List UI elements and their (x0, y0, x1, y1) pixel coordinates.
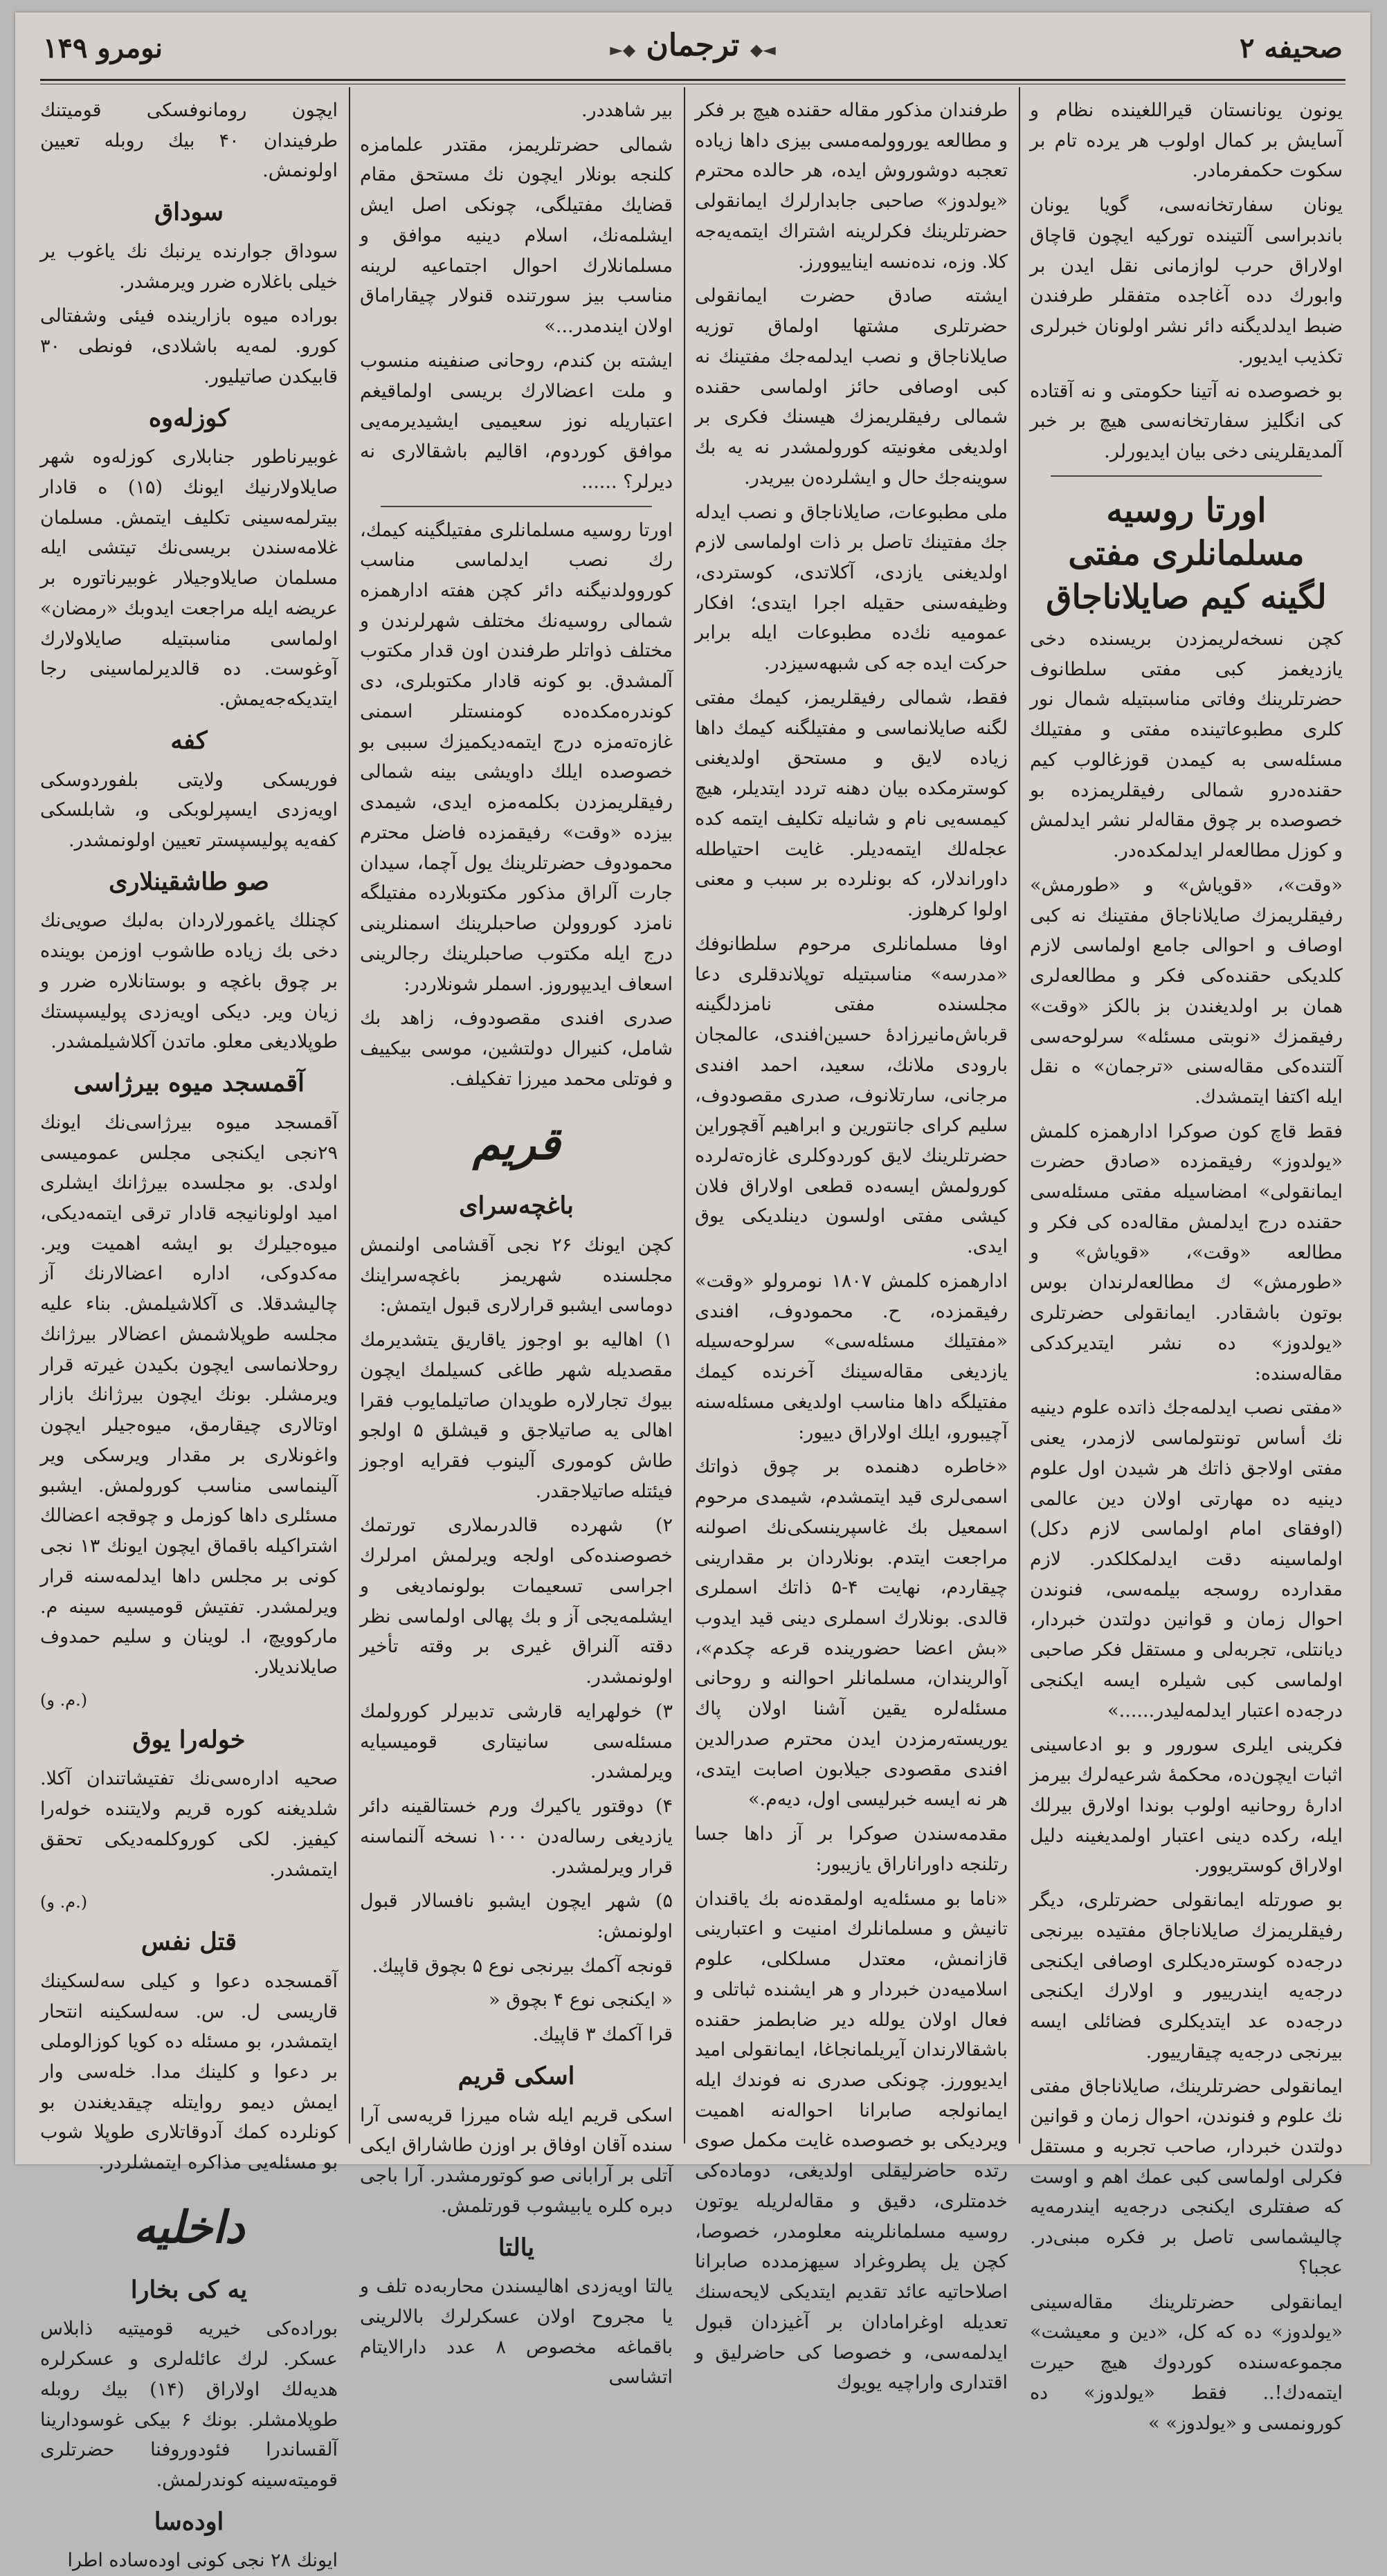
subheading: خوله‌را يوق (132, 1725, 246, 1754)
paragraph: ايشته بن كندم، روحانى صنفينه منسوب و ملت اعضالارك بريسى اولماقيغم اعتباريله نوز سعيميى ايشيديرمه‌يى موافق كوردوم، اقاليم باشقالارى نه ديرلر؟ ...... (360, 349, 673, 493)
section-divider (381, 506, 652, 507)
paragraph: اوفا مسلمانلرى مرحوم سلطانوفك «مدرسه» مناسبتيله توپلاندقلرى دعا مجلسنده مفتى نامزدلگينه قرباش‌مانيرزادهٔ حسين‌افندى، عالمجان بارودى ملانك، سعيد، احمد افندى مرجانى، سارتلانوف، صدرى مقصودوف، سليم كراى جانتورين و ابراهيم آقچوراين حضرتلرينك لايق كوردوكلرى غازه‌ته‌لرده كورولمش ايسه‌ده قطعى اولاراق فلان كيشى مفتى اولسون دينلديكى يوق ايدى. (695, 933, 1008, 1258)
column-divider (349, 87, 350, 2144)
paragraph: ايمانقولى حضرتلرينك مقاله‌سينى «يولدوز» ده كه كل، «دين و معيشت» مجموعه‌سنده كوردوك هيچ حيرت ايتمه‌دك!.. فقط «يولدوز» ده كورونمسى و «يولدوز» » (1030, 2291, 1343, 2434)
subheading: باغچه‌سراى (459, 1191, 574, 1221)
paragraph: كچن ايونك ۲۶ نجى آقشامى اولنمش مجلسنده شهريمز باغچه‌سراينك دوماسى ايشبو قرارلارى قبول ايتمش: (360, 1234, 673, 1317)
quotation: «خاطره دهنمده بر چوق ذواتك اسمى‌لرى قيد ايتمشدم، شيمدى مرحوم اسمعيل بك غاسپرينسكى‌نك اصولنه مراجعت ايتدم. بونلاردان بر مقدارينى چيقاردم، نهايت ۴-۵ ذاتك اسملرى قالدى. بونلارك اسملرى دينى قيد ايدوب «بش اعضا حضورينده قرعه چكدم»، آوالريندان، مسلمانلر احوالنه و روحانى مسئله‌لره يقين آشنا اولان پاك يوريسته‌رمزدن ايدن محترم صدرالدين افندى مقصودى جيلابون اصابت ايتدى، هر نه ايسه خبرليسى اول، ديه‌م.» (695, 1456, 1008, 1811)
page-header (43, 25, 1343, 75)
paragraph: شمالى حضرتلريمز، مقتدر علمامزه كلنجه بونلار ايچون نك مستحق مقام قضايك مفتيلگى، چونكى اصل ايش ايشلمه‌نك، اسلام دينيه موافق و مسلمانلارك احوال اجتماعيه لرينه مناسب بيز سورتنده قنولار چيقاراماق اولان ايندمدر...» (360, 134, 673, 338)
section-masthead: قريم (472, 1117, 561, 1170)
column-3 (360, 95, 673, 2388)
paragraph: ايشته صادق حضرت ايمانقولى حضرتلرى مشتها اولماق توزيه صايلاناجاق و نصب ايدلمه‌جك مفتينك نه كبى اوصافى حائز اولماسى حقنده شمالى رفيقلريمزك هيسنك فكرى بر اولديغى مغونيته كورولمشدر نه يه بك سوينه‌جك حال و ايشلرده‌ن بيريدر. (695, 285, 1008, 488)
newspaper-page (15, 12, 1370, 2572)
paragraph: فقط قاچ كون صوكرا ادارهمزه كلمش «يولدوز» رفيقمزده «صادق حضرت ايمانقولى» امضاسيله مفتى مسئله‌سى حقنده درج ايدلمش مقاله‌ده كى فكر و مطالعه «وقت»، «قوياش» و «طورمش» ك مطالعه‌لرندان بوس بوتون باشقادر. ايمانقولى حضرتلرى «يولدوز» ده نشر ايتديركدكى مقاله‌سنده: (1030, 1120, 1343, 1385)
right-ornament-icon: ◆► (610, 39, 636, 60)
paragraph: ۳) خولهرايه قارشى تدبيرلر كورولمك مسئله‌سى سانيتارى قوميسيايه ويرلمشدر. (360, 1700, 673, 1783)
section-divider (1051, 475, 1322, 477)
column-1 (1030, 95, 1343, 2434)
subheading: كفه (170, 726, 208, 755)
subheading: صو طاشقينلارى (109, 867, 269, 896)
paragraph: ايونك ۲۸ نجى كونى اوده‌ساده اطرا (67, 2550, 338, 2572)
paragraph: مقدمه‌سندن صوكرا بر آز داها جسا رتلنجه داوراناراق يازيبور: (695, 1823, 1008, 1875)
header-rule (40, 79, 1345, 81)
paragraph: يونون يونانستان قيراللغينده نظام و آسايش بر كمال اولوب هر يرده تام بر سكوت حكمفرمادر. (1030, 100, 1343, 182)
paragraph: صدرى افندى مقصودوف، زاهد بك شامل، كنيرال دولتشين، موسى بيكييف و فوتلى محمد ميرزا تفكيلف. (360, 1007, 673, 1090)
section-masthead: داخليه (133, 2201, 245, 2254)
subheading: سوداق (154, 198, 224, 227)
paragraph: ۴) دوقتور ياكيرك ورم خستالقينه دائر يازديغى رساله‌دن ۱۰۰۰ نسخه آلنماسنه قرار ويرلمشدر. (360, 1796, 673, 1878)
paragraph: سوداق جوارنده يرنبك نك ياغوب ير خيلى باغلاره ضرر ويرمشدر. (40, 240, 338, 293)
paragraph: آقمسجد ميوه بيرژاسى‌نك ايونك ۲۹نجى ايكنجى مجلس عموميسى اولدى. بو مجلسده بيرژانك ايشلرى اميد اولونانيجه قادار ترقى ايتمه‌ديكى، ميوه‌جيلرك بو ايشه اهميت وير. مه‌كدوكى، اداره اعضالارنك آز چاليشدقلا. ى آكلاشيلمش. بناء عليه مجلسه طوپلاشمش اعضالار بيرژانك روحلانماسى ايچون بكيدن غيرته قرار ويرمشلر. بونك ايچون بيرژانك بازار اوتالارى چيقارمق، ميوه‌جيلر ايچون واغونلارى بر مقدار ويرسكى وير آلينماسى مناسب كورولمش. ايشبو مسئلرى داها كوزمل و چوقجه اعضالك اشتراكيله باقماق ايچون ايونك ۱۳ نجى كونى بر مجلس داها ايدلمه‌سنه قرار ويرلمشدر. تفتيش قوميسيه سينه م. ماركوويچ، ا. لوينان و سليم حمدوف صايلانديلار. (40, 1111, 338, 1679)
paragraph: بوراده‌كى خيريه قوميتيه ذابلاس عسكر. لرك عائله‌لرى و عسكرلره هديه‌لك اولاراق (۱۴) بيك روبله طوپلامشلر. بونك ۶ بيكى غوسودارينا آلقساندرا فئودوروفنا حضرتلرى قوميته‌سينه كوندرلمش. (40, 2318, 338, 2491)
column-2 (695, 95, 1008, 2394)
signature: (م. و.) (40, 1892, 88, 1912)
price-line: قونجه آكمك بيرنجى نوع ۵ بچوق قاپيك. (372, 1955, 673, 1977)
quotation: «ناما بو مسئله‌يه اولمقده‌نه بك ياقندان تانيش و مسلمانلرك امنيت و اعتبارينى قازانمش، معتدل مسلكلى، علوم اسلاميه‌دن خبردار و هر ايشنده ثباتلى و فعال اولان يولله دير ضابطمز حقنده باشقالارندان آيريلمانجاغا، ايمانقولى اميد ايديوورز. چونكى صدرى نه فوندك ايله ايمانولجه صابرانا احواله‌نه اهميت ويرديكى بو خصوصده غايت مكمل صوى رتده حاضرليقلى اولديغى، دوماده‌كى خدمتلرى، دقيق و مقاله‌لريله يوتون روسيه مسلمانلرينه معلومدر، خصوصا، كچن يل پطروغراد سيهزمدده صابرانا اصلاحاتيه عائد تقديم ايتديكى لايحه‌سنك تعديله اوغرامادان بر آغيزدان قبول ايدلمه‌سى، و خصوصا كى حاضرليق و اقتدارى واراچيه يويوك (695, 1888, 1008, 2394)
left-ornament-icon: ◄◆ (750, 39, 776, 60)
price-line: قرا آكمك ۳ قاپيك. (532, 2024, 673, 2046)
paragraph: «وقت»، «قوياش» و «طورمش» رفيقلريمزك صايلاناجاق مفتينك نه كبى اوصاف و احوالى جامع اولماسى لازم كلديكى حقنده‌كى فكر و مطالعه‌لرى همان بر اولديغندن بز بالكز «وقت» رفيقمزك «نوبتى مسئله» سرلوحه‌سى آلتنده‌كى مقاله‌سنى «ترجمان» ه نقل ايله اكتفا ايتمشدك. (1030, 874, 1343, 1108)
paragraph: فوريسكى ولايتى بلفوردوسكى اويه‌زدى ايسپرلوبكى و، شابلسكى كفه‌يه پوليسپستر تعيين اولونمشدر. (40, 769, 338, 852)
paragraph: فقط، شمالى رفيقلريمز، كيمك مفتى لگنه صايلانماسى و مفتيلگنه كيمك داها زياده لايق و مستحق اولديغنى كوسترمكده بيان دهنه تردد ايتديلر، هيچ كيمسه‌يى نام و شانيله تكليف ايتمه كده عجله‌لك ايتمه‌ديلر. غايت احتياطله داوراندلار، كه بونلرده بر سبب و معنى اولوا كرهلوز. (695, 686, 1008, 921)
paragraph: اسكى قريم ايله شاه ميرزا قريه‌سى آرا سنده آقان اوفاق بر اوزن طاشاراق ايكى آتلى بر آرابانى صو كوتورمشدر. آرا باجى دبره كلره يابيشوب قورتلمش. (360, 2104, 673, 2217)
signature: (م. و.) (40, 1690, 88, 1710)
paragraph: ۲) شهرده قالدرىملارى تورتمك خصوصنده‌كى اولجه ويرلمش امرلرك اجراسى تسعيمات بولونماديغى و ايشلمه‌يجى آز و بك پهالى اولماسى نظر دقته آلنراق غيرى بر وقته تأخير اولونمشدر. (360, 1515, 673, 1688)
subheading: اوده‌سا (154, 2507, 224, 2536)
paragraph: ايمانقولى حضرتلرينك، صايلاناجاق مفتى نك علوم و فنوندن، احوال زمان و قوانين دولتدن خبردار، صاحب تجربه و مستقل فكرلى اولماسى كبى عمك اهم و اوست كه صفتلرى ايكنجى درجه‌يه ايندرمه‌يه چاليشماسى تاصل بر فكره مبنى‌در. عجبا؟ (1030, 2075, 1343, 2278)
price-line: « ايكنجى نوع ۴ بچوق « (489, 1989, 673, 2011)
paragraph: آقمسجده دعوا و كيلى سەلسكينك قاريسى ل. س. سەلسكينه انتحار ايتمشدر، بو مسئله ده كويا كوزالوملى بر دعوا و كلينك مدا. خله‌سى وار ايمش ديمو روايتله چيقديغندن بو كونلرده كمك آدوقاتلارى طوپلا شوب بو مسئله‌يى مذاكره ايتمشلردر. (40, 1970, 338, 2174)
paragraph: ملى مطبوعات، صايلاناجاق و نصب ايدله جك مفتينك تاصل بر ذات اولماسى لازم اولديغنى يازدى، آكلاتدى، كوستردى، وظيفه‌سنى حقيله اجرا ايتدى؛ افكار عموميه نك‌ده مطبوعات ايله برابر حركت ايده جه كى شبهه‌سيزدر. (695, 501, 1008, 675)
subheading: قتل نفس (140, 1928, 237, 1957)
paragraph: يونان سفارتخانه‌سى، گويا يونان باندبراسى آلتينده توركيه ايچون قاچاق اولاراق حرب لوازمانى نقل ايدن بر وابورك دده آغاجده متفقلر طرفندن ضبط ايدلديگنه دائر نشر اولونان خبرلرى تكذيب ايديور. (1030, 194, 1343, 367)
paragraph: ادارهمزه كلمش ۱۸۰۷ نومرولو «وقت» رفيقمزده، ح. محمودوف، افندى «مفتيلك مسئله‌سى» سرلوحه‌سيله يازديغى مقاله‌سينك آخرنده كيمك مفتيلگه داها مناسب اولديغى مسئله‌سنه آچيبورو، ايلك اولاراق دييور: (695, 1270, 1008, 1443)
paragraph: صحيه اداره‌سى‌نك تفتيشاتندان آكلا. شلديغنه كوره قريم ولايتنده خوله‌را كيفيز. لكى كوروكلمه‌ديكى تحقق ايتمشدر. (40, 1768, 338, 1881)
column-divider (684, 87, 685, 2144)
paragraph: اورتا روسيه مسلمانلرى مفتيلگينه كيمك، رك نصب ايدلماسى مناسب كوروولدنيگنه دائر كچن هفته ادارهمزه شمالى روسيه‌نك مختلف شهرلرندن و مختلف ذواتلر طرفندن اون قدار مكتوب آلمشدق. بو كونه قادار مكتوبلرى، دى كوندره‌مكده‌ده كومنستلر اسمنى غازه‌ته‌مزه درج ايتمه‌ديكميزك سببى بو خصوصده ايلك داويشى بينه شمالى رفيقلريمزدن بكلمه‌مزه ايدى، شيمدى بيزده «وقت» رفيقمزده فاضل محترم محمودوف حضرتلرينك يول آچما، سيدان جارت آلراق مذكور مكتوبلارده مفتيلگه نامزد كوروولن صاحبلرينك اسمنلرينى درج ايله مكتوب صاحبلرينك رجالرينى اسعاف ايديپوروز. اسملر شونلاردر: (360, 519, 673, 995)
paragraph: بوراده ميوه بازارينده فيئى وشفتالى كورو. لمه‌يه باشلادى، فونطى ۳۰ قابيكدن صاتيليور. (40, 305, 338, 387)
subheading: يالتا (498, 2233, 535, 2262)
paragraph: كچن نسخه‌لريمزدن بريسنده دخى يازديغمز كبى مفتى سلطانوف حضرتلرينك وفاتى مناسبتيله شمال نور كلرى مطبوعاتينده مفتى و مفتيلك مسئله‌سى به كيمدن قوزغالوب كيم حقنده‌درو شمالى رفيقلريمزده بو خصوصده بر چوق مقاله‌لر نشر ايدلمش و كوزل مطالعه‌لر ايدلمكده‌در. (1030, 628, 1343, 862)
paragraph: كچنلك ياغمورلاردان بەلبك صويى‌نك دخى بك زياده طاشوب اوزمن بوينده بر چوق باغچه و بوستانلاره ضرر و زيان وير. ديكى اويه‌زدى پوليسپستك طوپلاديغى معلو. ماتدن آكلاشيلمشدر. (40, 910, 338, 1053)
paragraph: طرفندان مذكور مقاله حقنده هيچ بر فكر و مطالعه يوروولمه‌مسى بيزى داها زياده تعجبه دوشوروش ايده، هر حالده محترم «يولدوز» صاحبى جابدارلرك ايمانقولى حضرتلرينك فكرلرينه اشتراك ايتمه‌يه‌جه كلا. وزه، نده‌نسه ايناييوورز. (695, 100, 1008, 273)
subheading: آقمسجد ميوه بيرژاسى (73, 1069, 305, 1098)
paragraph: غوبيرناطور جنابلارى كوزله‌وه شهر صايلاولارنيك ايونك (۱۵) ه قادار بيترلمه‌سينى تكليف ايتمش. مسلمان غلامه‌سندن بريسى‌نك تيتشى ايله مسلمان صايلاوجيلار غوبيرناتوره بر عريضه ايله مراجعت ايدوبك «رمضان» اولماسى مناسبتيله صايلاولارك آوغوست. ده قالديرلماسينى رجا ايتديكه‌جه‌يمش. (40, 446, 338, 711)
paragraph: بو صورتله ايمانقولى حضرتلرى، ديگر رفيقلريمزك صايلاناجاق مفتيده بيرنجى درجه‌ده كوستره‌ديكلرى اوصافى ايكنجى درجه‌يه ايندرييور و اولارك ايكنجى درجه‌ده عد ايتديكلرى فضائلى ايسه بيرنجى درجه‌يه چيقارييور. (1030, 1890, 1343, 2063)
subheading: يه كى بخارا (130, 2275, 248, 2304)
issue-number: نومرو ۱۴۹ (43, 32, 163, 64)
paragraph: ۱) اهاليه بو اوجوز ياقاريق يتشديرمك مقصديله شهر طاغى كسيلمك ايچون بيوك تجارلاره طويدان صاتيلمايوب فقرا اهالى يه صاتيلاجق و قيشلق ۵ اولجو طاش كومورى آلينوب فقرايه اوجوز فيئتله صاتيلاجقدر. (360, 1329, 673, 1502)
newspaper-title (43, 28, 1343, 63)
column-4 (40, 95, 338, 2572)
column-divider (1019, 87, 1020, 2144)
paragraph: ۵) شهر ايچون ايشبو نافسالار قبول اولونمش: (360, 1890, 673, 1943)
paragraph: بير شاهددر. (581, 100, 673, 121)
article-headline: اورتا روسيه مسلمانلرى مفتى لگينه كيم صايلاناجاق (1046, 491, 1327, 616)
paragraph: فكرينى ايلرى سورور و بو ادعاسينى اثبات ايچون‌ده، محكمهٔ شرعيه‌لرك بيرمز ادارهٔ روحانيه اولوب بوندا اولارق بيرلك ايله، ركده دينى اعتبار اولمديغينه دليل اولاراق كوستريوور. (1030, 1734, 1343, 1877)
title-text: ترجمان (646, 28, 740, 63)
quotation: «مفتى نصب ايدلمه‌جك ذاتده علوم دينيه نك أساس تونتولماسى لازمدر، يعنى مفتى اولاجق ذاتك هر شيدن اول علوم دينيه ده مهارتى اولان دين عالمى (اوفقاى امام اولماسى لازم دكل) اولماسينه دقت ايدلمكلكدر. لازم مقدارده روسجه بيلمه‌سى، فنوندن احوال زمان و قوانين دولتدن خبردار، ديانتلى، تجربه‌لى و مستقل فكر صاحبى اولماسى كبى شيلره ايسه ايكنجى درجه‌ده اعتبار ايدلمه‌ليدر......» (1030, 1397, 1343, 1721)
paragraph: ايچون رومانوفسكى قوميتنك طرفيندان ۴۰ بيك روبله تعيين اولونمش. (40, 100, 338, 182)
subheading: اسكى قريم (457, 2061, 575, 2090)
page-number: صحیفه ۲ (1240, 32, 1343, 64)
paragraph: يالتا اويه‌زدى اهاليسندن محاربه‌ده تلف و يا مجروح اولان عسكرلرك بالالرينى باقماغه مخصوص ۸ عدد دارالايتام اتشاسى (360, 2276, 673, 2388)
subheading: كوزله‌وه (148, 403, 230, 432)
paragraph: بو خصوصده نه آتينا حكومتى و نه آقتاده كى انگليز سفارتخانه‌سى هيچ بر خبر آلمديقلرينى دخى بيان ايديورلر. (1030, 380, 1343, 463)
